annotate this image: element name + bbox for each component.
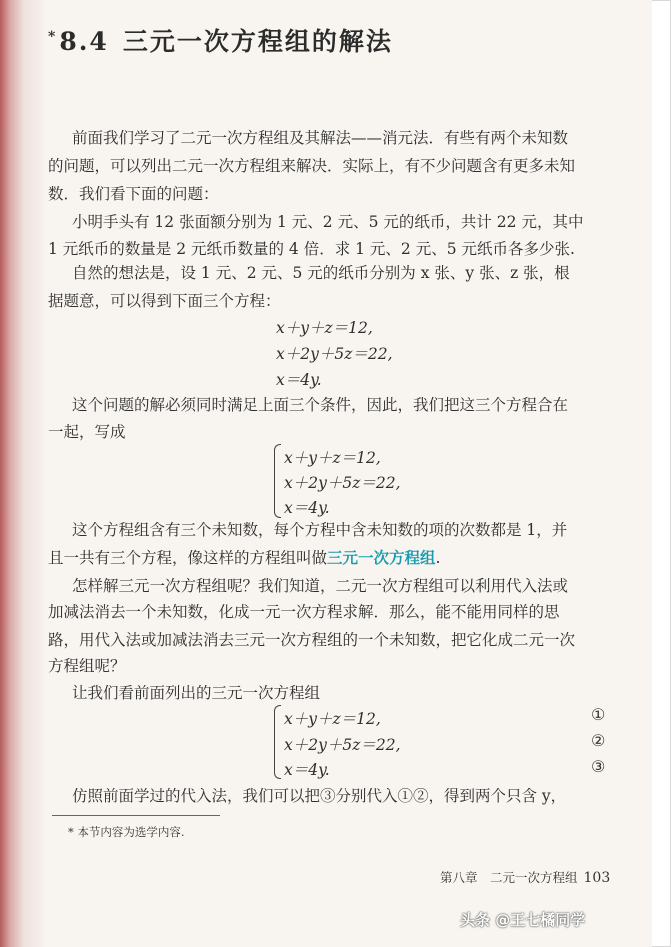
- paragraph-line: 自然的想法是，设 1 元、2 元、5 元的纸币分别为 x 张、y 张、z 张，根: [72, 264, 570, 282]
- optional-section-marker: *: [48, 29, 58, 45]
- system-brace: [274, 705, 281, 779]
- watermark: 头条 @王七橘同学: [460, 911, 586, 929]
- chapter-label: 第八章 二元一次方程组: [440, 870, 578, 885]
- paragraph-text: 且一共有三个方程，像这样的方程组叫做: [48, 549, 328, 567]
- paragraph-line: 这个方程组含有三个未知数，每个方程中含未知数的项的次数都是 1，并: [72, 521, 568, 539]
- paragraph-line: 加减法消去一个未知数，化成一元一次方程求解．那么，能不能用同样的思: [48, 603, 560, 621]
- paragraph-line: 前面我们学习了二元一次方程组及其解法——消元法．有些有两个未知数: [72, 129, 569, 147]
- equation: x＋y＋z＝12,: [276, 319, 373, 337]
- page-number: 103: [583, 870, 611, 886]
- paragraph-line: 仿照前面学过的代入法，我们可以把③分别代入①②，得到两个只含 y，: [72, 787, 567, 805]
- footnote: * 本节内容为选学内容.: [68, 825, 185, 839]
- paragraph-line: [48, 548, 440, 568]
- system-equation: x＋2y＋5z＝22,: [284, 474, 401, 492]
- paragraph-line: 的问题，可以列出二元一次方程组来解决．实际上，有不少问题含有更多未知: [48, 157, 576, 175]
- equation: x＝4y.: [276, 371, 322, 389]
- section-number: 8.4: [59, 27, 109, 56]
- paragraph-line: 1 元纸币的数量是 2 元纸币数量的 4 倍．求 1 元、2 元、5 元纸币各多少张.: [48, 240, 575, 258]
- system-equation: x＝4y.: [284, 499, 330, 517]
- paragraph-line: 路，用代入法或加减法消去三元一次方程组的一个未知数，把它化成二元一次: [48, 631, 576, 649]
- system-equation: x＝4y.: [284, 761, 330, 779]
- section-title: 三元一次方程组的解法: [122, 27, 393, 56]
- paragraph-text: .: [435, 549, 441, 567]
- paragraph-line: 怎样解三元一次方程组呢？我们知道，二元一次方程组可以利用代入法或: [72, 577, 569, 595]
- equation: x＋2y＋5z＝22,: [276, 345, 393, 363]
- page-footer: [440, 868, 610, 886]
- paragraph-line: 这个问题的解必须同时满足上面三个条件，因此，我们把这三个方程合在: [72, 396, 569, 414]
- book-spine-shadow: [0, 0, 44, 947]
- paragraph-line: 一起，写成: [48, 423, 126, 441]
- equation-label: ②: [591, 731, 606, 750]
- paragraph-line: 据题意，可以得到下面三个方程：: [48, 292, 281, 310]
- footnote-rule: [52, 815, 220, 816]
- paragraph-line: 小明手头有 12 张面额分别为 1 元、2 元、5 元的纸币，共计 22 元，其中: [72, 213, 584, 231]
- system-equation: x＋y＋z＝12,: [284, 449, 381, 467]
- equation-label: ③: [591, 757, 606, 776]
- system-equation: x＋2y＋5z＝22,: [284, 736, 401, 754]
- paragraph-line: 数．我们看下面的问题：: [48, 185, 219, 203]
- system-brace: [274, 444, 281, 518]
- equation-label: ①: [591, 705, 606, 724]
- paragraph-line: 让我们看前面列出的三元一次方程组: [72, 684, 321, 702]
- section-heading: [48, 22, 393, 58]
- system-equation: x＋y＋z＝12,: [284, 710, 381, 728]
- paragraph-line: 方程组呢？: [48, 657, 126, 675]
- key-term: 三元一次方程组: [327, 548, 436, 567]
